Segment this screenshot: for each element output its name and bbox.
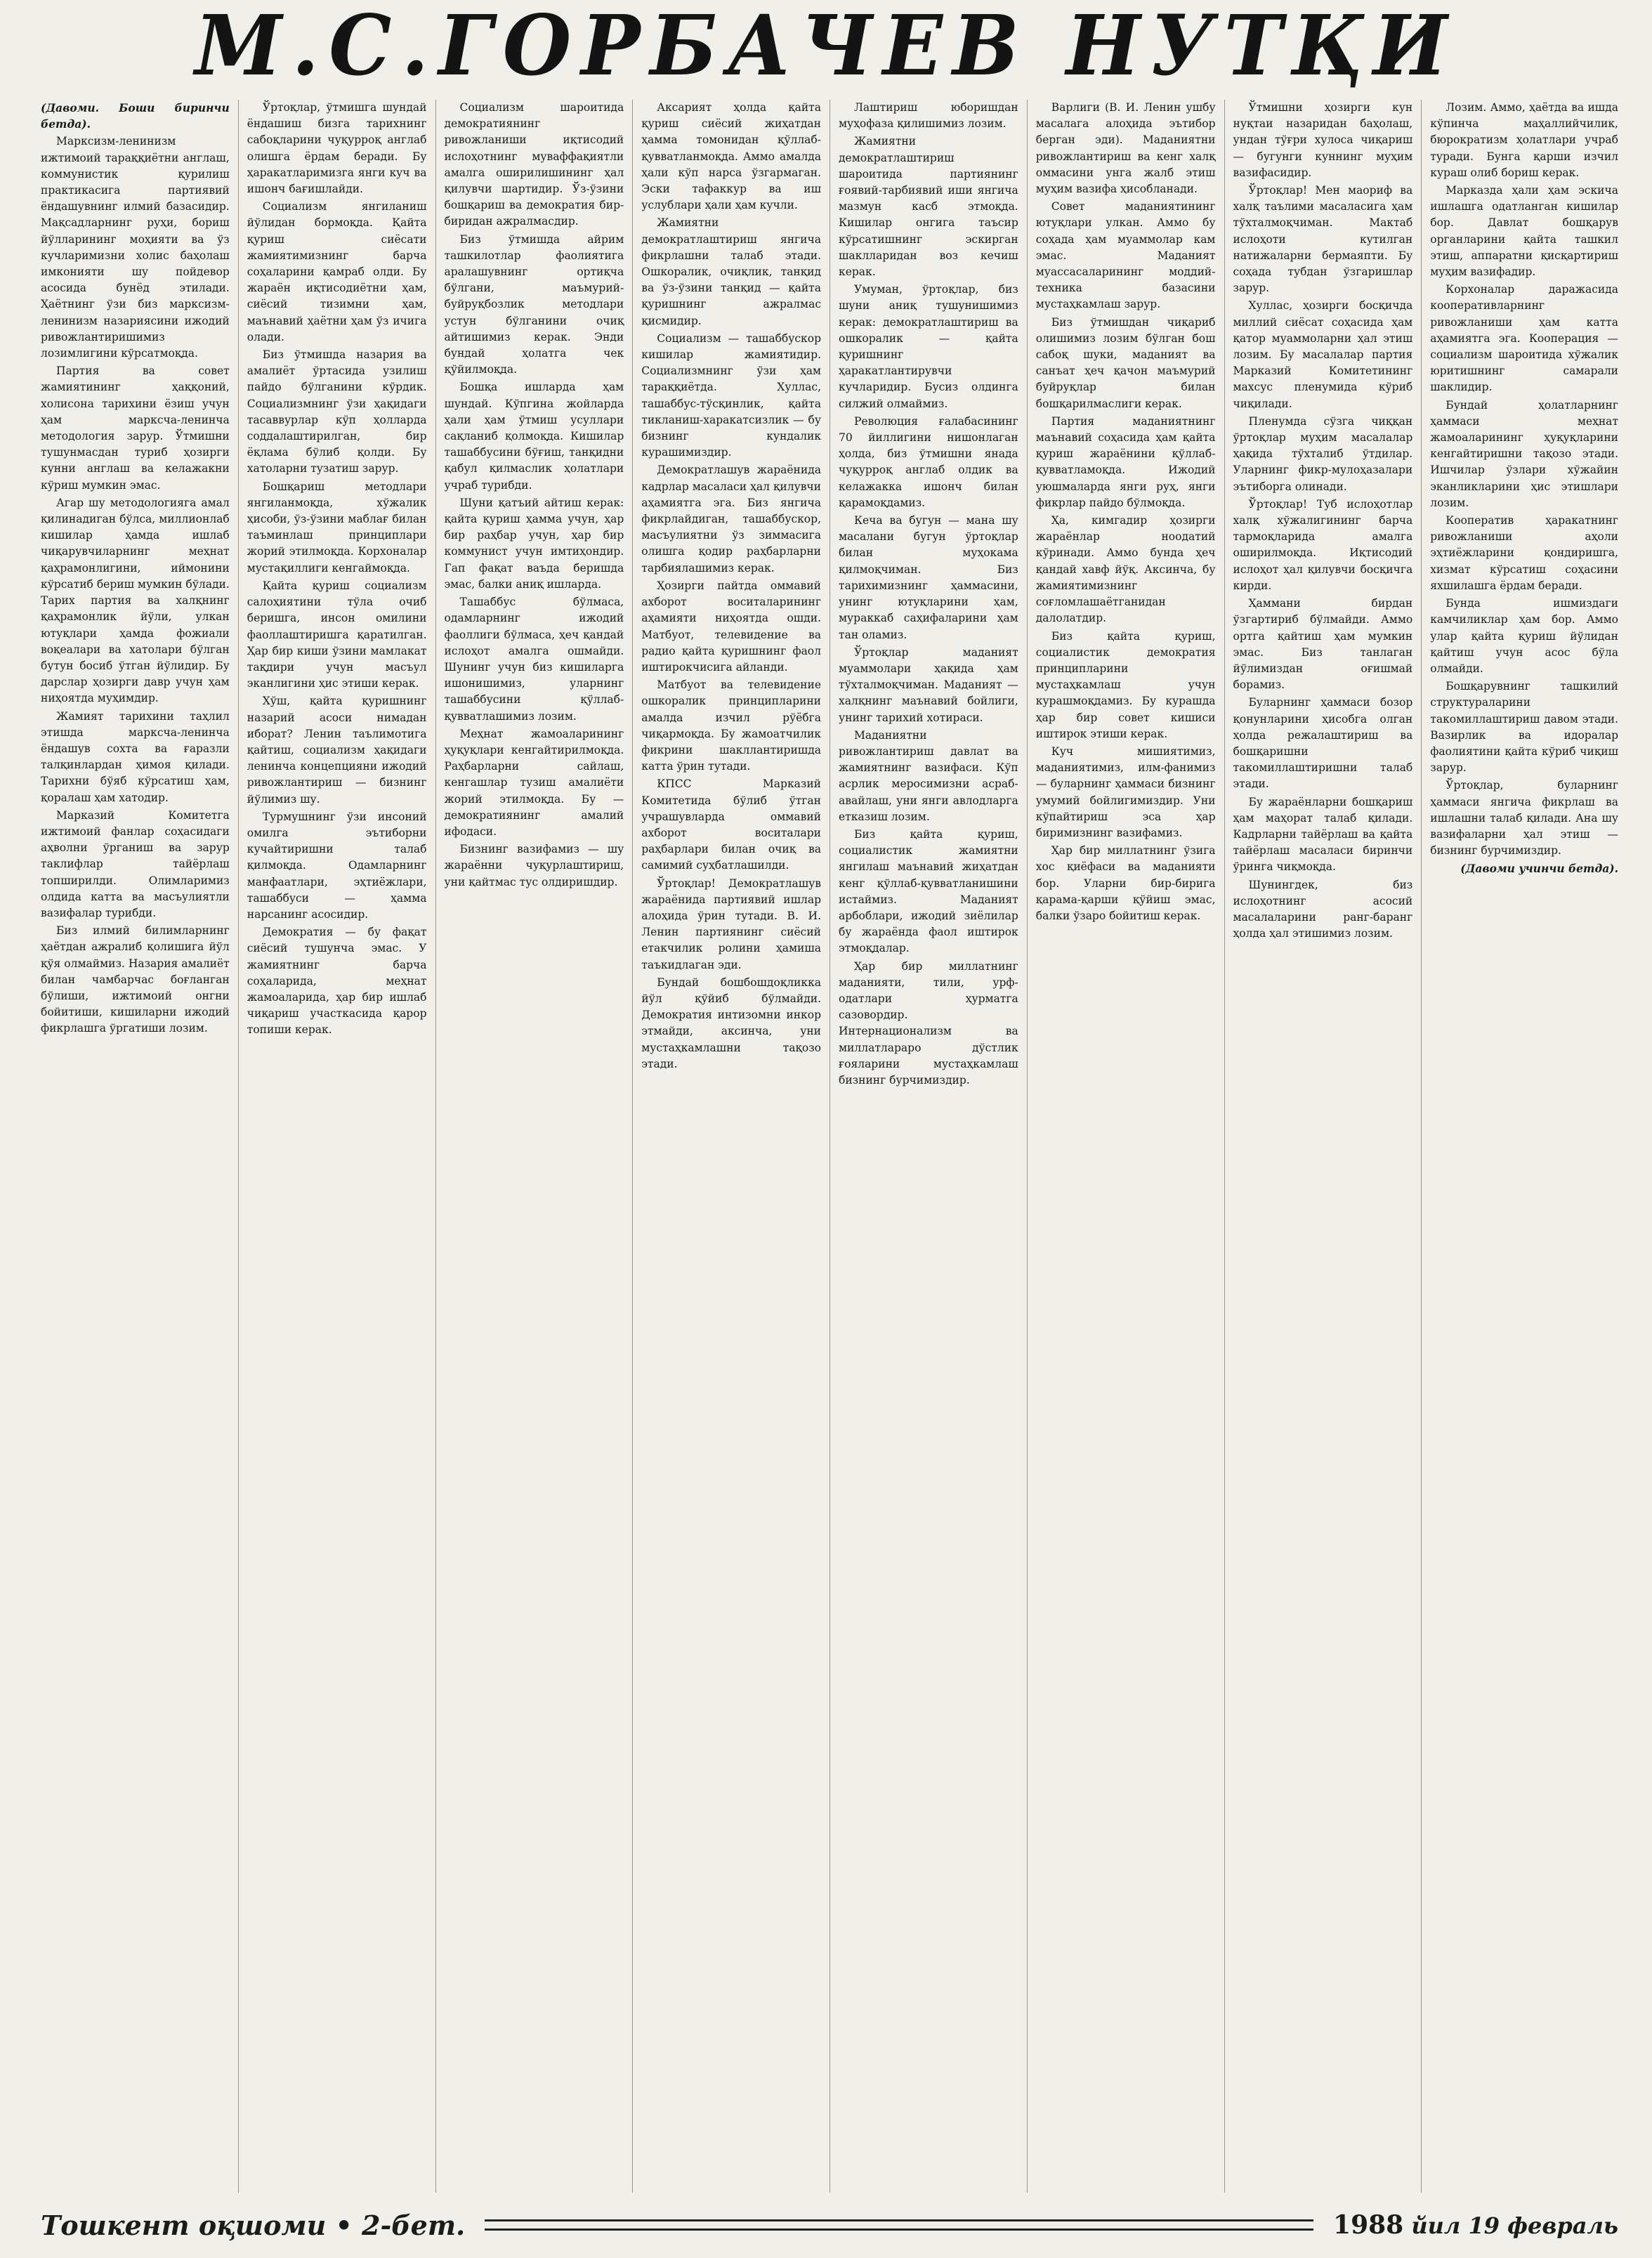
newspaper-name: Тошкент оқшоми • 2-бет.: [41, 2209, 466, 2241]
article-paragraph: Хуллас, ҳозирги босқичда миллий сиёсат соҳасида ҳам қатор муаммоларни ҳал этиш лозим. Бу масалалар партия Марказий Комитетининг махсус пленумида кўриб чиқилади.: [1233, 299, 1413, 410]
article-body: [41, 100, 1618, 2193]
article-paragraph: Жамият тарихини таҳлил этишда марксча-ленинча ёндашув сохта ва ғаразли талқинлардан ҳимоя қилади. Тарихни бўяб кўрсатиш ҳам, қоралаш ҳам хатодир.: [41, 709, 230, 804]
text-column-7: [1224, 100, 1422, 2193]
article-paragraph: Марказий Комитетга ижтимоий фанлар соҳасидаги аҳволни ўрганиш ва зарур таклифлар тайёрлаш топширилди. Олимларимиз олдида катта ва масъулиятли вазифалар турибди.: [41, 808, 230, 919]
article-paragraph: Ўтмишни ҳозирги кун нуқтаи назаридан баҳолаш, ундан тўғри хулоса чиқариш — бугунги куннинг муҳим вазифасидир.: [1233, 101, 1413, 179]
article-paragraph: Бошқарувнинг ташкилий структураларини такомиллаштириш давом этади. Вазирлик ва идоралар фаолиятини қайта кўриб чиқиш зарур.: [1430, 680, 1618, 775]
article-paragraph: Шуни қатъий айтиш керак: қайта қуриш ҳамма учун, ҳар бир раҳбар учун, ҳар бир коммунист учун имтиҳондир. Гап фақат ваъда беришда эмас, балки аниқ ишларда.: [444, 496, 624, 591]
article-paragraph: Социализм янгиланиш йўлидан бормоқда. Қайта қуриш сиёсати жамиятимизнинг барча соҳаларини қамраб олди. Бу жараён иқтисодиётни ҳам, сиёсий тизимни ҳам, маънавий ҳаётни ҳам ўз ичига олади.: [247, 200, 427, 343]
text-column-3: [435, 100, 633, 2193]
article-paragraph: Биз ўтмишда айрим ташкилотлар фаолиятига аралашувнинг ортиқча бўлгани, маъмурий-буйруқбозлик методлари устун бўлганини очиқ айтишимиз керак. Энди бундай ҳолатга чек қўйилмоқда.: [444, 232, 624, 376]
article-paragraph: Варлиги (В. И. Ленин ушбу масалага алоҳида эътибор берган эди). Маданиятни ривожлантириш ва кенг халқ оммасини унга жалб этиш муҳим вазифа ҳисобланади.: [1035, 101, 1216, 196]
page-number: • 2-бет.: [335, 2209, 466, 2241]
article-paragraph: Ўртоқлар! Туб ислоҳотлар халқ хўжалигининг барча тармоқларида амалга оширилмоқда. Иқтисодий ислоҳот ҳал қилувчи босқичга кирди.: [1233, 497, 1413, 592]
article-paragraph: Бошқа ишларда ҳам шундай. Кўпгина жойларда ҳали ҳам ўтмиш усуллари сақланиб қолмоқда. Кишилар ташаббусини бўғиш, танқидни қабул қилмаслик ҳолатлари учраб турибди.: [444, 381, 624, 492]
article-paragraph: Биз илмий билимларнинг ҳаётдан ажралиб қолишига йўл қўя олмаймиз. Назария амалиёт билан чамбарчас боғланган бўлиши, ижтимоий онгни бойитиши, кишиларни ижодий фикрлашга ўргатиши лозим.: [41, 924, 230, 1035]
article-paragraph: Биз ўтмишда назария ва амалиёт ўртасида узилиш пайдо бўлганини кўрдик. Социализмнинг ўзи ҳақидаги тасаввурлар кўп ҳолларда соддалаштирилган, бир ёқлама бўлиб қолди. Бу хатоларни тузатиш зарур.: [247, 348, 427, 475]
article-paragraph: Матбуот ва телевидение ошкоралик принципларини амалда изчил рўёбга чиқармоқда. Бу жамоатчилик фикрини шакллантиришда катта ўрин тутади.: [641, 678, 821, 773]
article-paragraph: Меҳнат жамоаларининг ҳуқуқлари кенгайтирилмоқда. Раҳбарларни сайлаш, кенгашлар тузиш амалиёти жорий этилмоқда. Бу — демократиянинг амалий ифодаси.: [444, 727, 624, 838]
article-paragraph: Бундай ҳолатларнинг ҳаммаси меҳнат жамоаларининг ҳуқуқларини кенгайтиришни тақозо этади. Ишчилар ўзлари хўжайин эканликларини ҳис этишлари лозим.: [1430, 398, 1618, 509]
article-paragraph: Биз қайта қуриш, социалистик демократия принципларини мустаҳкамлаш учун курашмоқдамиз. Бу курашда ҳар бир совет кишиси иштирок этиши керак.: [1035, 629, 1216, 740]
article-paragraph: Партия ва совет жамиятининг ҳаққоний, холисона тарихини ёзиш учун ҳам марксча-ленинча методология зарур. Ўтмишни тушунмасдан туриб ҳозирги кунни англаш ва келажакни кўриш мумкин эмас.: [41, 365, 230, 492]
article-paragraph: Лаштириш юборишдан муҳофаза қилишимиз лозим.: [839, 101, 1018, 131]
article-paragraph: Бу жараёнларни бошқариш ҳам маҳорат талаб қилади. Кадрларни тайёрлаш ва қайта тайёрлаш масаласи биринчи ўринга чиқмоқда.: [1233, 795, 1413, 874]
article-paragraph: Ҳар бир миллатнинг ўзига хос қиёфаси ва маданияти бор. Уларни бир-бирига қарама-қарши қўйиш эмас, балки ўзаро бойитиш керак.: [1035, 844, 1216, 922]
article-paragraph: Ўртоқлар маданият муаммолари ҳақида ҳам тўхталмоқчиман. Маданият — халқнинг маънавий бойлиги, унинг тарихий хотираси.: [839, 645, 1018, 724]
article-paragraph: Ўртоқлар, буларнинг ҳаммаси янгича фикрлаш ва ишлашни талаб қилади. Ана шу вазифаларни ҳал этиш — бизнинг бурчимиздир.: [1430, 779, 1618, 858]
issue-date: [1333, 2210, 1618, 2240]
article-paragraph: Совет маданиятининг ютуқлари улкан. Аммо бу соҳада ҳам муаммолар кам эмас. Маданият муассасаларининг моддий-техника базасини мустаҳкамлаш зарур.: [1035, 200, 1216, 311]
article-title: М.С.ГОРБАЧЕВ НУТҚИ: [195, 0, 1457, 94]
article-paragraph: Жамиятни демократлаштириш шароитида партиянинг ғоявий-тарбиявий иши янгича мазмун касб этмоқда. Кишилар онгига таъсир кўрсатишнинг эскирган шаклларидан воз кечиш керак.: [839, 135, 1018, 279]
article-paragraph: Корхоналар даражасида кооперативларнинг ривожланиши ҳам катта аҳамиятга эга. Кооперация — социализм шароитида хўжалик юритишнинг самарали шаклидир.: [1430, 283, 1618, 394]
article-paragraph: Жамиятни демократлаштириш янгича фикрлашни талаб этади. Ошкоралик, очиқлик, танқид ва ўз-ўзини танқид — қайта қуришнинг ажралмас қисмидир.: [641, 216, 821, 327]
article-paragraph: Бизнинг вазифамиз — шу жараённи чуқурлаштириш, уни қайтмас тус олдиришдир.: [444, 843, 624, 888]
article-paragraph: Ҳаммани бирдан ўзгартириб бўлмайди. Аммо ортга қайтиш ҳам мумкин эмас. Биз танлаган йўлимиздан оғишмай борамиз.: [1233, 597, 1413, 692]
article-paragraph: Куч мишиятимиз, маданиятимиз, илм-фанимиз — буларнинг ҳаммаси бизнинг умумий бойлигимиздир. Уни кўпайтириш эса ҳар биримизнинг вазифамиз.: [1035, 744, 1216, 839]
article-paragraph: Қайта қуриш социализм салоҳиятини тўла очиб беришга, инсон омилини фаоллаштиришга қаратилган. Ҳар бир киши ўзини мамлакат тақдири учун масъул эканлигини ҳис этиши керак.: [247, 579, 427, 690]
article-paragraph: КПСС Марказий Комитетида бўлиб ўтган учрашувларда оммавий ахборот воситалари раҳбарлари билан очиқ ва самимий суҳбатлашилди.: [641, 777, 821, 872]
masthead-headline: [0, 0, 1652, 94]
text-column-8: [1421, 100, 1618, 2193]
article-paragraph: Биз қайта қуриш, социалистик жамиятни янгилаш маънавий жиҳатдан кенг қўллаб-қувватланишини истаймиз. Маданият арбоблари, ижодий зиёлилар бу жараёнда фаол иштирок этмоқдалар.: [839, 827, 1018, 955]
article-paragraph: Умуман, ўртоқлар, биз шуни аниқ тушунишимиз керак: демократлаштириш ва ошкоралик — қайта қуришнинг ҳаракатлантирувчи кучларидир. Бусиз олдинга силжий олмаймиз.: [839, 283, 1018, 410]
article-paragraph: Ҳа, кимгадир ҳозирги жараёнлар ноодатий кўринади. Аммо бунда ҳеч қандай хавф йўқ. Аксинча, бу жамиятимизнинг соғломлашаётганидан далолатдир.: [1035, 514, 1216, 625]
article-paragraph: Партия маданиятнинг маънавий соҳасида ҳам қайта қуриш жараёнини қўллаб-қувватламоқда. Ижодий уюшмаларда янги руҳ, янги фикрлар пайдо бўлмоқда.: [1035, 414, 1216, 509]
article-paragraph: Ҳозирги пайтда оммавий ахборот воситаларининг аҳамияти ниҳоятда ошди. Матбуот, телевидение ва радио қайта қуришнинг фаол иштирокчисига айланди.: [641, 579, 821, 674]
page-footer: [41, 2205, 1618, 2245]
article-paragraph: Социализм шароитида демократиянинг ривожланиши иқтисодий ислоҳотнинг муваффақиятли амалга оширилишининг ҳал қилувчи шартидир. Ўз-ўзини бошқариш ва демократия бир-биридан ажралмасдир.: [444, 101, 624, 228]
article-paragraph: Ўртоқлар! Мен маориф ва халқ таълими масаласига ҳам тўхталмоқчиман. Мактаб ислоҳоти кутилган натижаларни бермаяпти. Бу соҳада тубдан ўзгаришлар зарур.: [1233, 184, 1413, 295]
continuation-note: (Давоми. Боши биринчи бетда).: [41, 101, 230, 131]
article-paragraph: Шунингдек, биз ислоҳотнинг асосий масалаларини ранг-баранг ҳолда ҳал этишимиз лозим.: [1233, 878, 1413, 940]
article-paragraph: Бошқариш методлари янгиланмоқда, хўжалик ҳисоби, ўз-ўзини маблағ билан таъминлаш принциплари жорий этилмоқда. Корхоналар мустақиллиги кенгаймоқда.: [247, 480, 427, 575]
article-paragraph: Ташаббус бўлмаса, одамларнинг ижодий фаоллиги бўлмаса, ҳеч қандай ислоҳот амалга ошмайди. Шунинг учун биз кишиларга ишонишимиз, уларнинг ташаббусини қўллаб-қувватлашимиз лозим.: [444, 596, 624, 723]
article-paragraph: Хўш, қайта қуришнинг назарий асоси нимадан иборат? Ленин таълимотига қайтиш, социализм ҳақидаги ленинча концепцияни ижодий ривожлантириш — бизнинг йўлимиз шу.: [247, 695, 427, 806]
article-paragraph: Кеча ва бугун — мана шу масалани бугун ўртоқлар билан муҳокама қилмоқчиман. Биз тарихимизнинг ҳаммасини, унинг ютуқларини ҳам, мураккаб саҳифаларини ҳам тан оламиз.: [839, 514, 1018, 641]
text-column-6: [1027, 100, 1224, 2193]
article-paragraph: Ўртоқлар, ўтмишга шундай ёндашиш бизга тарихнинг сабоқларини чуқурроқ англаб олишга ёрдам беради. Бу ҳаракатларимизга янги куч ва ишонч бағишлайди.: [247, 101, 427, 196]
article-paragraph: Агар шу методологияга амал қилинадиган бўлса, миллионлаб кишилар ҳамда ишлаб чиқарувчиларнинг меҳнат қаҳрамонлигини, иймонини кўрсатиб бериш мумкин бўлади. Тарих партия ва халқнинг қаҳрамонлик йўли, улкан ютуқлари ҳамда фожиали воқеалари ва хатолари бўлган бутун босиб ўтган йўлидир. Бу дарслар ҳозирги давр учун ҳам ниҳоятда муҳимдир.: [41, 496, 230, 705]
article-paragraph: Бундай бошбошдоқликка йўл қўйиб бўлмайди. Демократия интизомни инкор этмайди, аксинча, уни мустаҳкамлашни тақозо этади.: [641, 976, 821, 1070]
continued-note: (Давоми учинчи бетда).: [1460, 862, 1618, 876]
article-paragraph: Аксарият ҳолда қайта қуриш сиёсий жиҳатдан ҳамма томонидан қўллаб-қувватланмоқда. Аммо амалда ҳали кўп нарса ўзгармаган. Эски тафаккур ва иш услублари ҳали ҳам кучли.: [641, 101, 821, 212]
article-paragraph: Турмушнинг ўзи инсоний омилга эътиборни кучайтиришни талаб қилмоқда. Одамларнинг манфаатлари, эҳтиёжлари, ташаббуси — ҳамма нарсанинг асосидир.: [247, 810, 427, 921]
article-paragraph: Лозим. Аммо, ҳаётда ва ишда кўпинча маҳаллийчилик, бюрократизм ҳолатлари учраб туради. Бунга қарши изчил кураш олиб бориш керак.: [1430, 101, 1618, 179]
article-paragraph: Маданиятни ривожлантириш давлат ва жамиятнинг вазифаси. Кўп асрлик меросимизни асраб-авайлаш, уни янги авлодларга етказиш лозим.: [839, 728, 1018, 823]
article-paragraph: Бунда ишмиздаги камчиликлар ҳам бор. Аммо улар қайта қуриш йўлидан қайтиш учун асос бўла олмайди.: [1430, 597, 1618, 675]
article-paragraph: Пленумда сўзга чиққан ўртоқлар муҳим масалалар ҳақида тўхталиб ўтдилар. Уларнинг фикр-мулоҳазалари эътиборга олинади.: [1233, 414, 1413, 493]
article-paragraph: Социализм — ташаббускор кишилар жамиятидир. Социализмнинг ўзи ҳам тараққиётда. Хуллас, ташаббус-тўсқинлик, қайта тикланиш-харакатсизлик — бу бизнинг кундалик курашимиздир.: [641, 332, 821, 459]
text-column-4: [632, 100, 830, 2193]
article-paragraph: Биз ўтмишдан чиқариб олишимиз лозим бўлган бош сабоқ шуки, маданият ва санъат ҳеч қачон маъмурий буйруқлар билан бошқарилмаслиги керак.: [1035, 315, 1216, 410]
footer-rule: [485, 2219, 1313, 2231]
article-paragraph: Марказда ҳали ҳам эскича ишлашга одатланган кишилар бор. Давлат бошқарув органларини қайта ташкил этиш, аппаратни қисқартириш муҳим вазифадир.: [1430, 184, 1618, 279]
issue-year: 1988: [1333, 2210, 1404, 2240]
text-column-1: [41, 100, 238, 2193]
article-paragraph: Ҳар бир миллатнинг маданияти, тили, урф-одатлари ҳурматга сазовордир. Интернационализм ва миллатлараро дўстлик ғояларини мустаҳкамлаш бизнинг бурчимиздир.: [839, 959, 1018, 1087]
article-paragraph: Ўртоқлар! Демократлашув жараёнида партиявий ишлар алоҳида ўрин тутади. В. И. Ленин партиянинг сиёсий етакчилик ролини ҳамиша таъкидлаган эди.: [641, 877, 821, 971]
article-paragraph: Демократлашув жараёнида кадрлар масаласи ҳал қилувчи аҳамиятга эга. Биз янгича фикрлайдиган, ташаббускор, масъулиятни ўз зиммасига олишга қодир раҳбарларни тарбиялашимиз керак.: [641, 464, 821, 575]
text-column-5: [830, 100, 1027, 2193]
article-paragraph: Буларнинг ҳаммаси бозор қонунларини ҳисобга олган ҳолда режалаштириш ва бошқаришни такомиллаштиришни талаб этади.: [1233, 696, 1413, 791]
issue-day-month: йил 19 февраль: [1411, 2212, 1618, 2239]
article-paragraph: Марксизм-ленинизм ижтимоий тараққиётни англаш, коммунистик қурилиш практикасига партиявий ёндашувнинг илмий базасидир. Мақсадларнинг руҳи, бориш йўлларининг моҳияти ва ўз кучларимизни холис баҳолаш имконияти шу пойдевор асосида бунёд этилади. Ҳаётнинг ўзи биз марксизм-ленинизм назариясини ижодий ривожлантиришимиз лозимлигини кўрсатмоқда.: [41, 135, 230, 360]
article-paragraph: Демократия — бу фақат сиёсий тушунча эмас. У жамиятнинг барча соҳаларида, меҳнат жамоаларида, ҳар бир ишлаб чиқариш участкасида қарор топиши керак.: [247, 926, 427, 1037]
text-column-2: [238, 100, 435, 2193]
article-paragraph: Революция ғалабасининг 70 йиллигини нишонлаган ҳолда, биз ўтмишни янада чуқурроқ англаб олдик ва келажакка ишонч билан қарамоқдамиз.: [839, 414, 1018, 509]
article-paragraph: Кооператив ҳаракатнинг ривожланиши аҳоли эҳтиёжларини қондиришга, хизмат кўрсатиш соҳасини яхшилашга ёрдам беради.: [1430, 514, 1618, 592]
